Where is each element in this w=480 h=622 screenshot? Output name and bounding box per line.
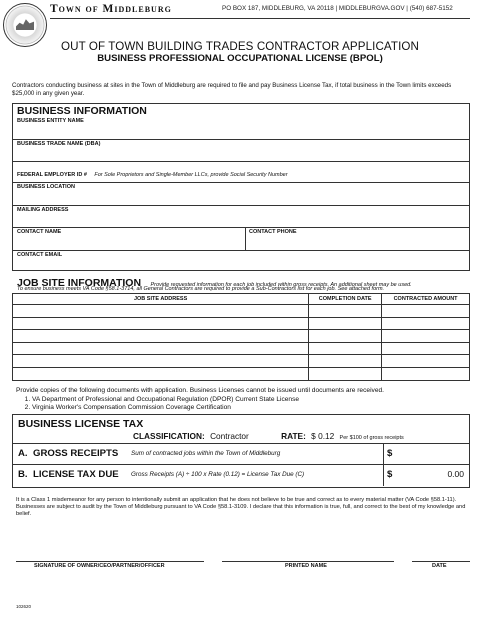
- divider: [12, 139, 470, 140]
- completion-date-cell[interactable]: [309, 330, 382, 343]
- documents-list: [16, 396, 384, 413]
- completion-date-cell[interactable]: [309, 317, 382, 330]
- signature-label: SIGNATURE OF OWNER/CEO/PARTNER/OFFICER: [34, 563, 165, 569]
- signature-field[interactable]: [16, 540, 204, 560]
- completion-date-cell[interactable]: [309, 355, 382, 368]
- divider: [12, 161, 470, 162]
- certification-statement: It is a Class 1 misdemeanor for any person to intentionally submit an application that he does not believe to be true and correct as to every material matter (VA Code §58.1-11). Businesses are subject to audit by the Town of Middleburg pursuant to VA Code §58.1-3109. I declare that this information is true, full, and correct to the best of my knowledge and belief.: [16, 497, 466, 517]
- fein-note: For Sole Proprietors and Single-Member LLCs, provide Social Security Number: [94, 172, 288, 178]
- divider: [222, 561, 394, 562]
- form-number: 102620: [16, 604, 32, 609]
- table-row: [13, 330, 470, 343]
- list-item: 1. VA Department of Professional and Occupational Regulation (DPOR) Current State License: [32, 396, 384, 405]
- job-site-address-cell[interactable]: [13, 342, 309, 355]
- completion-date-cell[interactable]: [309, 305, 382, 318]
- business-info-heading: BUSINESS INFORMATION: [17, 105, 147, 117]
- contracted-amount-cell[interactable]: [382, 355, 470, 368]
- table-row: [13, 367, 470, 380]
- job-site-note: Provide requested information for each job included within gross receipts. An additional sheet may be used.: [150, 282, 412, 288]
- job-site-table: [12, 293, 470, 381]
- date-field[interactable]: [412, 540, 470, 560]
- contact-address-line: PO BOX 187, MIDDLEBURG, VA 20118 | MIDDLEBURGVA.GOV | (540) 687-5152: [222, 5, 453, 12]
- business-location-label: BUSINESS LOCATION: [17, 184, 75, 190]
- rate-label: RATE:: [281, 431, 306, 441]
- job-site-address-cell[interactable]: [13, 317, 309, 330]
- completion-date-cell[interactable]: [309, 342, 382, 355]
- form-title: OUT OF TOWN BUILDING TRADES CONTRACTOR APPLICATION: [60, 40, 419, 53]
- job-site-address-cell[interactable]: [13, 367, 309, 380]
- divider: [12, 443, 470, 444]
- date-label: DATE: [432, 563, 447, 569]
- contracted-amount-cell[interactable]: [382, 330, 470, 343]
- fein-label: FEDERAL EMPLOYER ID #: [17, 172, 87, 178]
- list-item: 2. Virginia Worker's Compensation Commission Coverage Certification: [32, 404, 384, 413]
- job-site-address-cell[interactable]: [13, 305, 309, 318]
- divider: [245, 227, 246, 250]
- business-trade-name-label: BUSINESS TRADE NAME (DBA): [17, 141, 101, 147]
- mailing-address-field[interactable]: [13, 214, 468, 226]
- mailing-address-label: MAILING ADDRESS: [17, 207, 69, 213]
- divider: [12, 250, 470, 251]
- intro-text: Contractors conducting business at sites in the Town of Middleburg are required to file and pay Business License Tax, if total business in the Town limits exceeds $25,000 in any given year.: [12, 82, 452, 97]
- job-site-address-cell[interactable]: [13, 355, 309, 368]
- divider: [12, 464, 470, 465]
- license-tax-due-label: LICENSE TAX DUE: [33, 469, 119, 480]
- contact-name-field[interactable]: [13, 236, 243, 249]
- required-documents: [16, 387, 384, 413]
- contact-email-label: CONTACT EMAIL: [17, 252, 63, 258]
- rate-note: Per $100 of gross receipts: [339, 435, 404, 441]
- divider: [412, 561, 470, 562]
- table-row: [13, 317, 470, 330]
- business-entity-name-label: BUSINESS ENTITY NAME: [17, 118, 84, 124]
- divider: [12, 227, 470, 228]
- contracted-amount-cell[interactable]: [382, 305, 470, 318]
- gross-receipts-field[interactable]: [396, 446, 466, 462]
- license-tax-formula: Gross Receipts (A) ÷ 100 x Rate (0.12) = License Tax Due (C): [131, 471, 305, 478]
- license-tax-due-dollar: $: [387, 469, 393, 480]
- header-divider: [50, 18, 470, 19]
- business-location-field[interactable]: [13, 191, 468, 204]
- contact-phone-label: CONTACT PHONE: [249, 229, 297, 235]
- gross-receipts-label: GROSS RECEIPTS: [33, 448, 119, 459]
- classification-label: CLASSIFICATION:: [133, 431, 205, 441]
- license-tax-due-letter: B.: [18, 469, 28, 480]
- contact-email-field[interactable]: [13, 259, 468, 269]
- license-tax-heading: BUSINESS LICENSE TAX: [18, 418, 144, 430]
- divider: [12, 182, 470, 183]
- table-row: [13, 342, 470, 355]
- printed-name-field[interactable]: [222, 540, 394, 560]
- gross-receipts-dollar: $: [387, 448, 393, 459]
- column-header: JOB SITE ADDRESS: [13, 294, 309, 305]
- form-subtitle: BUSINESS PROFESSIONAL OCCUPATIONAL LICENSE (BPOL): [97, 53, 383, 64]
- contact-phone-field[interactable]: [247, 236, 468, 249]
- classification-value: Contractor: [210, 431, 249, 441]
- table-row: [13, 305, 470, 318]
- business-trade-name-field[interactable]: [13, 148, 468, 160]
- divider: [12, 205, 470, 206]
- job-site-table-header: [13, 294, 470, 305]
- gross-receipts-note: Sum of contracted jobs within the Town of Middleburg: [131, 450, 281, 457]
- rate-value: $ 0.12: [311, 431, 335, 441]
- business-entity-name-field[interactable]: [13, 125, 468, 138]
- documents-intro: Provide copies of the following documents with application. Business Licenses cannot be issued until documents are received.: [16, 387, 384, 394]
- town-name: Town of Middleburg: [50, 3, 172, 15]
- job-site-heading: JOB SITE INFORMATION: [17, 277, 142, 289]
- column-header: COMPLETION DATE: [309, 294, 382, 305]
- classification-rate-row: [133, 431, 404, 441]
- contracted-amount-cell[interactable]: [382, 367, 470, 380]
- column-header: CONTRACTED AMOUNT: [382, 294, 470, 305]
- contact-name-label: CONTACT NAME: [17, 229, 62, 235]
- table-row: [13, 355, 470, 368]
- printed-name-label: PRINTED NAME: [285, 563, 327, 569]
- contracted-amount-cell[interactable]: [382, 317, 470, 330]
- job-site-subcontractor-note: To ensure business meets VA Code §58.1-3714, all General Contractors are required to provide a Sub-Contractors list for each job. See attached form.: [17, 286, 385, 292]
- fein-field[interactable]: [13, 170, 468, 181]
- completion-date-cell[interactable]: [309, 367, 382, 380]
- contracted-amount-cell[interactable]: [382, 342, 470, 355]
- gross-receipts-letter: A.: [18, 448, 28, 459]
- divider: [16, 561, 204, 562]
- license-tax-due-field[interactable]: 0.00: [447, 469, 464, 479]
- job-site-address-cell[interactable]: [13, 330, 309, 343]
